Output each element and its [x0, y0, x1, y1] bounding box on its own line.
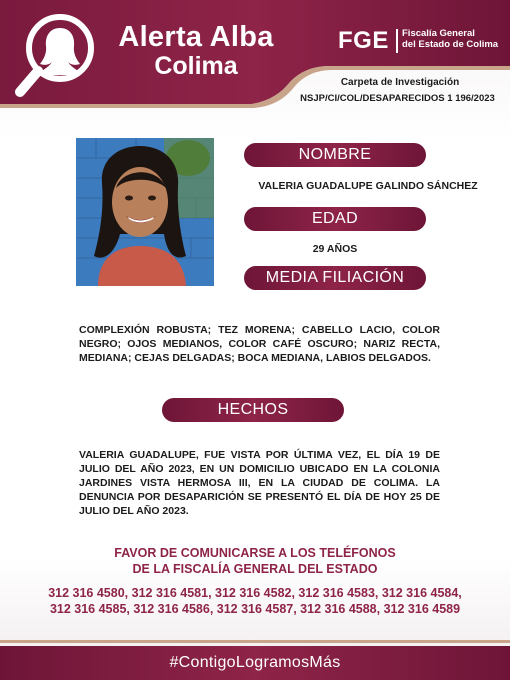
media-filiacion-label: MEDIA FILIACIÓN [244, 266, 426, 290]
footer-divider [0, 640, 510, 643]
portrait-illustration [76, 138, 214, 286]
magnifier-woman-icon [12, 10, 100, 98]
hechos-text: VALERIA GUADALUPE, FUE VISTA POR ÚLTIMA VEZ, EL DÍA 19 DE JULIO DEL AÑO 2023, EN UN DOMICILIO UBICADO EN LA COLONIA JARDINES VISTA HERMOSA III, EN LA CIUDAD DE COLIMA. LA DENUNCIA POR DESAPARICIÓN SE PRESENTÓ EL DÍA DE HOY 25 DE JULIO DEL AÑO 2023. [79, 449, 440, 517]
person-photo [76, 138, 214, 286]
hechos-label: HECHOS [162, 398, 344, 422]
footer-hashtag: #ContigoLogramosMás [169, 654, 341, 671]
contact-heading: FAVOR DE COMUNICARSE A LOS TELÉFONOS DE LA FISCALÍA GENERAL DEL ESTADO [114, 546, 396, 576]
media-filiacion-text: COMPLEXIÓN ROBUSTA; TEZ MORENA; CABELLO LACIO, COLOR NEGRO; OJOS MEDIANOS, COLOR CAFÉ OSCURO; NARIZ RECTA, MEDIANA; CEJAS DELGADAS; BOCA MEDIANA, LABIOS DELGADOS. [79, 324, 440, 364]
org-acronym: FGE [338, 27, 389, 54]
edad-label: EDAD [244, 207, 426, 231]
phone-numbers: 312 316 4580, 312 316 4581, 312 316 4582, 312 316 4583, 312 316 4584, 312 316 4585, 312 316 4586, 312 316 4587, 312 316 4588, 312 316 4589 [48, 586, 462, 616]
header-title: Alerta Alba [118, 21, 274, 53]
org-name: Fiscalía General del Estado de Colima [402, 28, 499, 50]
header-subtitle: Colima [154, 52, 238, 80]
nombre-label: NOMBRE [244, 143, 426, 167]
org-divider [396, 29, 398, 53]
edad-value: 29 AÑOS [312, 243, 358, 255]
carpeta-number: NSJP/CI/COL/DESAPARECIDOS 1 196/2023 [300, 93, 495, 104]
nombre-value: VALERIA GUADALUPE GALINDO SÁNCHEZ [258, 180, 478, 192]
carpeta-label: Carpeta de Investigación [340, 77, 460, 88]
